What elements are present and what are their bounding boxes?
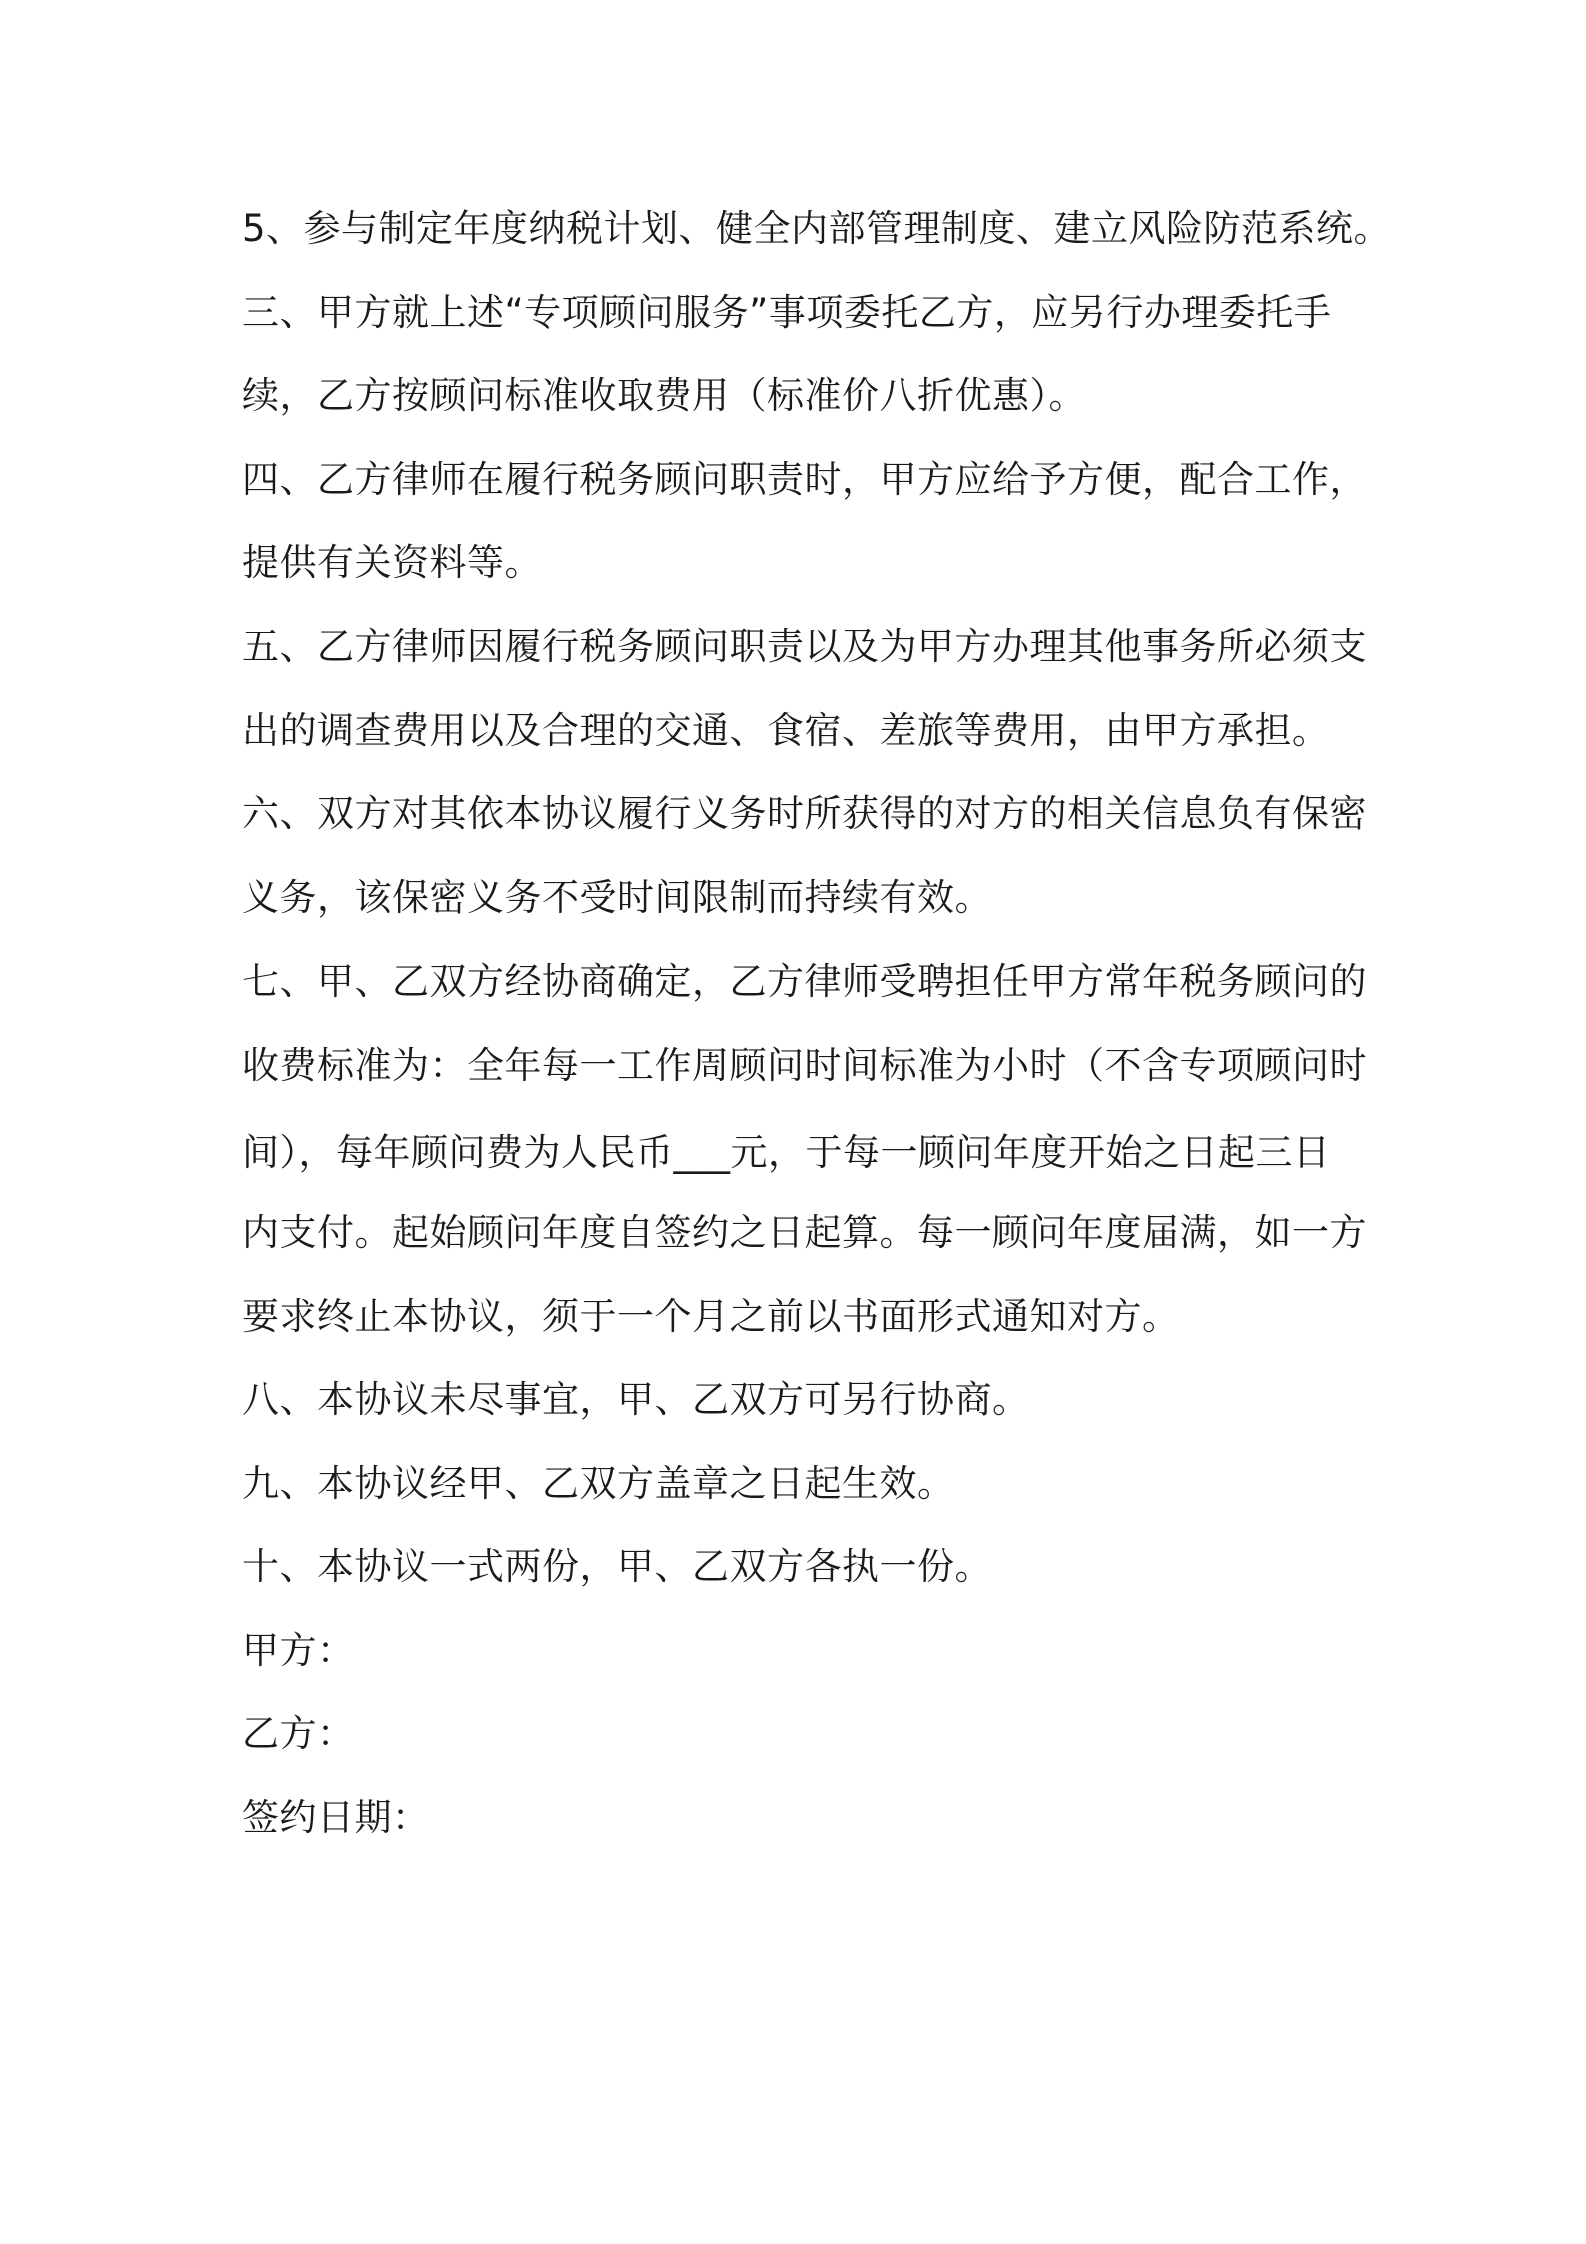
clause-5b-line-2: 出的调查费用以及合理的交通、食宿、差旅等费用，由甲方承担。 — [242, 709, 1330, 752]
clause-6-line-1: 六、双方对其依本协议履行义务时所获得的对方的相关信息负有保密 — [242, 792, 1367, 835]
clause-7-line-2: 收费标准为：全年每一工作周顾问时间标准为小时（不含专项顾问时 — [242, 1044, 1367, 1087]
clause-3-line-2: 续，乙方按顾问标准收取费用（标准价八折优惠）。 — [242, 374, 1086, 417]
party-b-label: 乙方： — [242, 1712, 355, 1755]
clause-4-line-2: 提供有关资料等。 — [242, 541, 542, 584]
clause-7-line-1: 七、甲、乙双方经协商确定，乙方律师受聘担任甲方常年税务顾问的 — [242, 960, 1367, 1003]
signing-date-label: 签约日期： — [242, 1796, 430, 1839]
clause-7-line-4: 内支付。起始顾问年度自签约之日起算。每一顾问年度届满，如一方 — [242, 1211, 1367, 1254]
clause-5b-line-1: 五、乙方律师因履行税务顾问职责以及为甲方办理其他事务所必须支 — [242, 625, 1367, 668]
clause-3-line-1: 三、甲方就上述“专项顾问服务”事项委托乙方，应另行办理委托手 — [242, 291, 1332, 334]
clause-7-line-5: 要求终止本协议，须于一个月之前以书面形式通知对方。 — [242, 1295, 1180, 1338]
clause-6-line-2: 义务，该保密义务不受时间限制而持续有效。 — [242, 876, 992, 919]
clause-8-line: 八、本协议未尽事宜，甲、乙双方可另行协商。 — [242, 1378, 1030, 1421]
clause-4-line-1: 四、乙方律师在履行税务顾问职责时，甲方应给予方便，配合工作， — [242, 458, 1367, 501]
clause-7-line-3: 间），每年顾问费为人民币___元，于每一顾问年度开始之日起三日 — [242, 1131, 1331, 1174]
clause-5-line: 5、参与制定年度纳税计划、健全内部管理制度、建立风险防范系统。 — [242, 207, 1392, 250]
clause-10-line: 十、本协议一式两份，甲、乙双方各执一份。 — [242, 1545, 992, 1588]
clause-9-line: 九、本协议经甲、乙双方盖章之日起生效。 — [242, 1462, 955, 1505]
party-a-label: 甲方： — [242, 1629, 355, 1672]
